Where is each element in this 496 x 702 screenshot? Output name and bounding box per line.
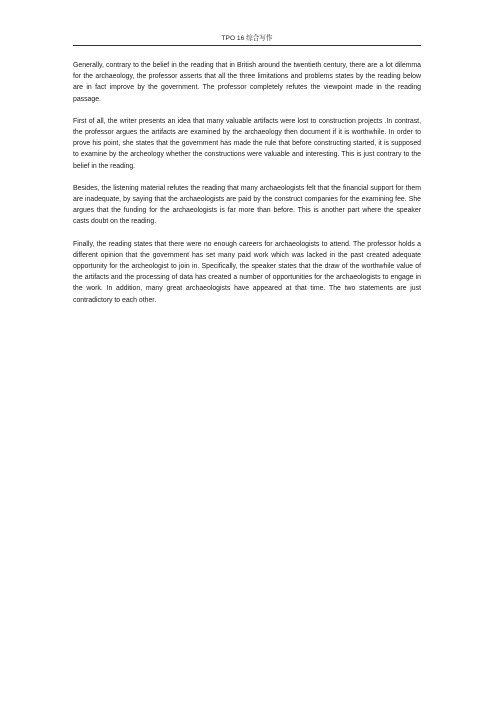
- essay-body: [73, 60, 421, 317]
- header-divider: [73, 45, 421, 46]
- paragraph-second-point: Besides, the listening material refutes the reading that many archaeologists felt that the financial support for them are inadequate, by saying that the archaeologists are paid by the construct companies for the examining fee. She argues that the funding for the archaeologists is far more than before. This is another part where the speaker casts doubt on the reading.: [73, 184, 421, 226]
- paragraph-introduction: Generally, contrary to the belief in the reading that in British around the twentieth century, there are a lot dilemma for the archaeology, the professor asserts that all the three limitations and problems states by the reading below are in fact improve by the government. The professor completely refutes the viewpoint made in the reading passage.: [73, 62, 421, 103]
- paragraph-first-point: First of all, the writer presents an idea that many valuable artifacts were lost to construction projects .In contrast, the professor argues the artifacts are examined by the archaeology then document if it is worthwhile. In order to prove his point, she states that the government has made the rule that before constructing started, it is supposed to examine by the archeology whether the constructions were valuable and interesting. This is just contrary to the belief in the reading.: [73, 117, 421, 170]
- paragraph-third-point: Finally, the reading states that there were no enough careers for archaeologists to attend. The professor holds a different opinion that the government has set many paid work which was lacked in the past created adequate opportunity for the archeologist to join in. Specifically, the speaker states that the draw of the worthwhile value of the artifacts and the processing of data has created a number of opportunities for the archaeologists to engage in the work. In addition, many great archaeologists have appeared at that time. The two statements are just contradictory to each other.: [73, 240, 421, 304]
- page-header-title: TPO 16 综合写作: [221, 35, 273, 42]
